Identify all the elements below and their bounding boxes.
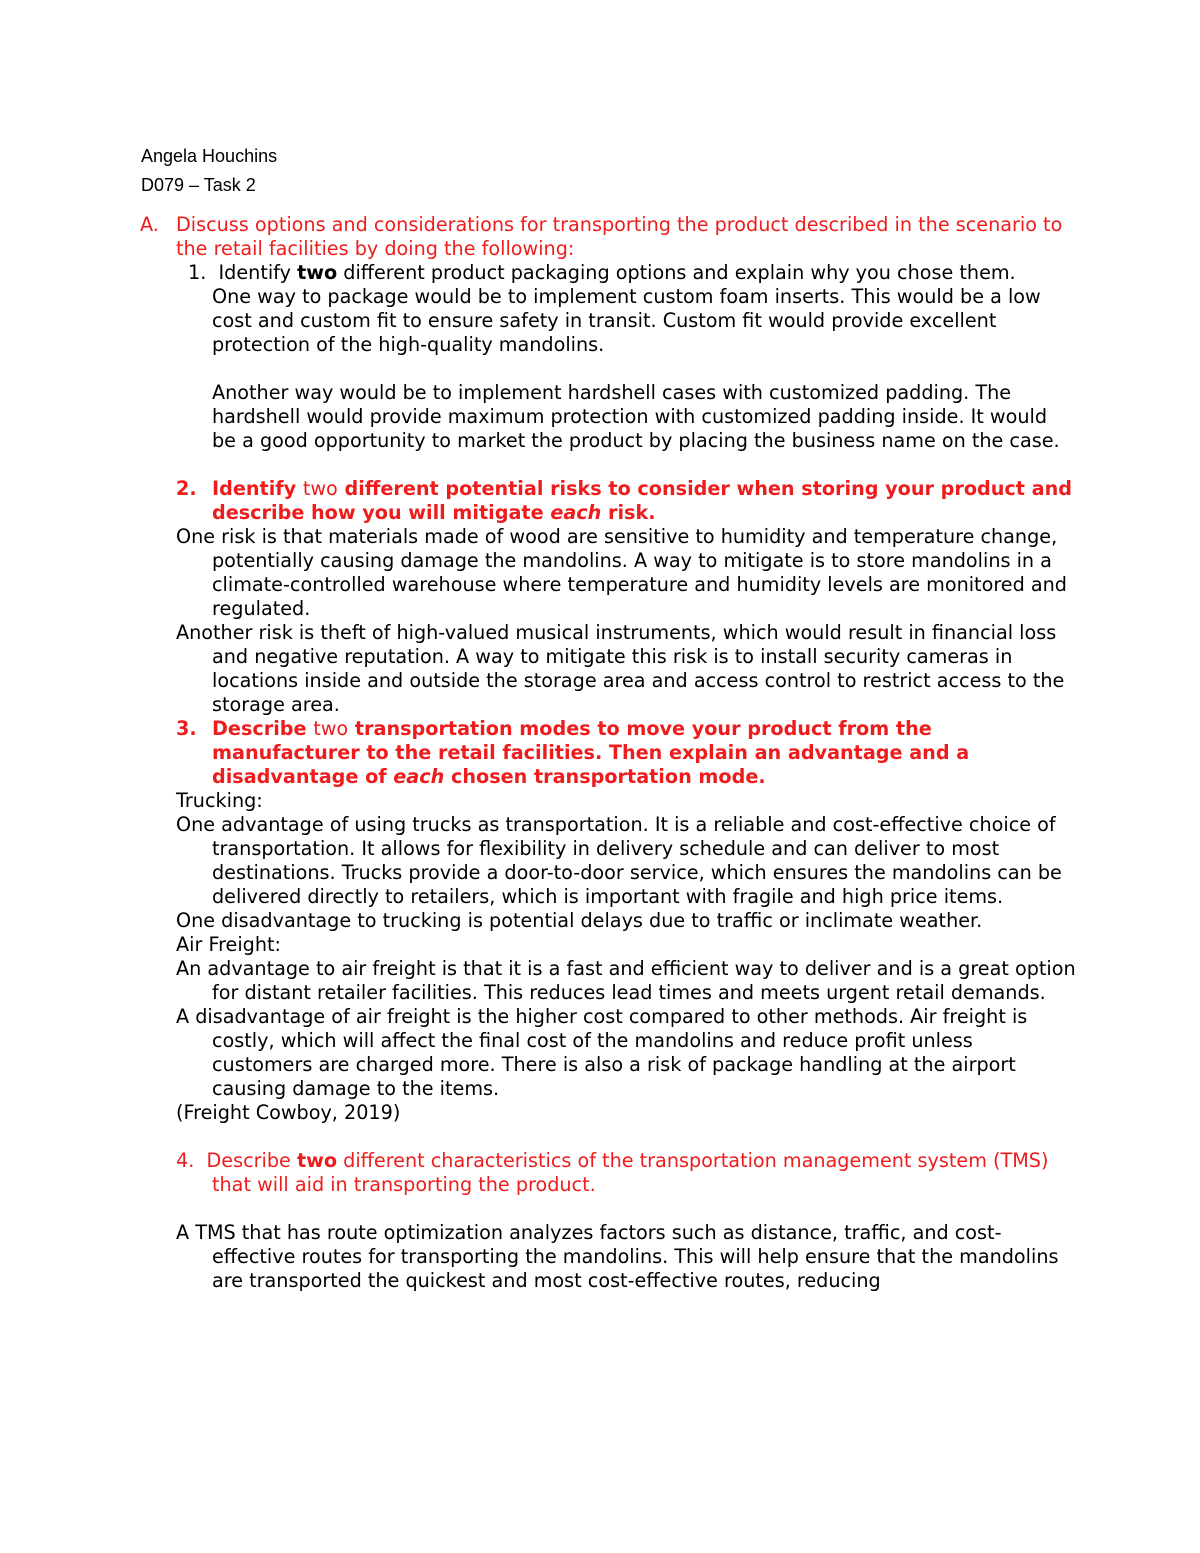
- question-1-pre: Identify: [218, 261, 291, 284]
- question-2-plain: two: [302, 477, 338, 500]
- question-2-number: 2.: [176, 477, 197, 500]
- question-3-post: chosen transportation mode.: [450, 765, 766, 788]
- question-1-bold: two: [297, 261, 338, 284]
- question-4-prompt: [176, 1149, 1076, 1197]
- question-1-answer-2: Another way would be to implement hardshell cases with customized padding. The hardshell would provide maximum protection with customized padding inside. It would be a good opportunity to market the product by placing the business name on the case.: [212, 381, 1060, 452]
- air-freight-label: Air Freight:: [176, 933, 282, 956]
- question-2-mid: different potential risks to consider when storing your product and describe how you will mitigate: [212, 477, 1072, 524]
- question-2-pre: Identify: [212, 477, 297, 500]
- spacer: [176, 357, 1076, 381]
- air-freight-disadvantage: A disadvantage of air freight is the higher cost compared to other methods. Air freight is costly, which will affect the final cost of the mandolins and reduce profit unless customers are charged more. There is also a risk of package handling at the airport causing damage to the items.: [176, 1005, 1028, 1100]
- section-a-text: Discuss options and considerations for transporting the product described in the scenario to the retail facilities by doing the following:: [176, 213, 1063, 260]
- spacer: [176, 1125, 1076, 1149]
- spacer: [176, 453, 1076, 477]
- question-4-answer-1: A TMS that has route optimization analyzes factors such as distance, traffic, and cost-effective routes for transporting the mandolins. This will help ensure that the mandolins are transported the quickest and most cost-effective routes, reducing: [176, 1221, 1059, 1292]
- question-2-answer-1: One risk is that materials made of wood are sensitive to humidity and temperature change, potentially causing damage the mandolins. A way to mitigate is to store mandolins in a climate-controlled warehouse where temperature and humidity levels are monitored and regulated.: [176, 525, 1067, 620]
- question-2-prompt: [176, 477, 1076, 525]
- question-1-prompt: [176, 261, 1076, 285]
- question-4-number: 4.: [176, 1149, 195, 1172]
- question-3-number: 3.: [176, 717, 197, 740]
- question-2-italic: each: [550, 501, 602, 524]
- question-4-bold: two: [296, 1149, 338, 1172]
- question-3-pre: Describe: [212, 717, 307, 740]
- question-2-answer-2: Another risk is theft of high-valued musical instruments, which would result in financial loss and negative reputation. A way to mitigate this risk is to install security cameras in locations inside and outside the storage area and access control to restrict access to the storage area.: [176, 621, 1065, 716]
- trucking-label: Trucking:: [176, 789, 263, 812]
- question-3-italic: each: [393, 765, 445, 788]
- task-title: D079 – Task 2: [141, 175, 256, 195]
- question-1-number: 1.: [188, 261, 207, 284]
- question-4-post: different characteristics of the transportation management system (TMS) that will aid in transporting the product.: [212, 1149, 1049, 1196]
- air-freight-advantage: An advantage to air freight is that it is a fast and efficient way to deliver and is a great option for distant retailer facilities. This reduces lead times and meets urgent retail demands.: [176, 957, 1076, 1004]
- question-4-pre: Describe: [206, 1149, 291, 1172]
- question-1-answer-1: One way to package would be to implement custom foam inserts. This would be a low cost and custom fit to ensure safety in transit. Custom fit would provide excellent protection of the high-quality mandolins.: [212, 285, 1041, 356]
- section-a-prompt: [140, 213, 1076, 261]
- question-3-plain: two: [313, 717, 349, 740]
- document-body: [140, 213, 1076, 1293]
- question-3-prompt: [176, 717, 1076, 789]
- section-a-label: A.: [140, 213, 159, 236]
- spacer: [176, 1197, 1076, 1221]
- trucking-disadvantage: One disadvantage to trucking is potential delays due to traffic or inclimate weather.: [176, 909, 983, 932]
- question-2-post: risk.: [608, 501, 656, 524]
- citation: (Freight Cowboy, 2019): [176, 1101, 401, 1124]
- trucking-advantage: One advantage of using trucks as transportation. It is a reliable and cost-effective choice of transportation. It allows for flexibility in delivery schedule and can deliver to most destinations. Trucks provide a door-to-door service, which ensures the mandolins can be delivered directly to retailers, which is important with fragile and high price items.: [176, 813, 1062, 908]
- author-name: Angela Houchins: [141, 146, 278, 166]
- question-1-post: different product packaging options and explain why you chose them.: [343, 261, 1016, 284]
- question-3-mid: transportation modes to move your product from the manufacturer to the retail facilities. Then explain an advantage and a disadvantage of: [212, 717, 970, 788]
